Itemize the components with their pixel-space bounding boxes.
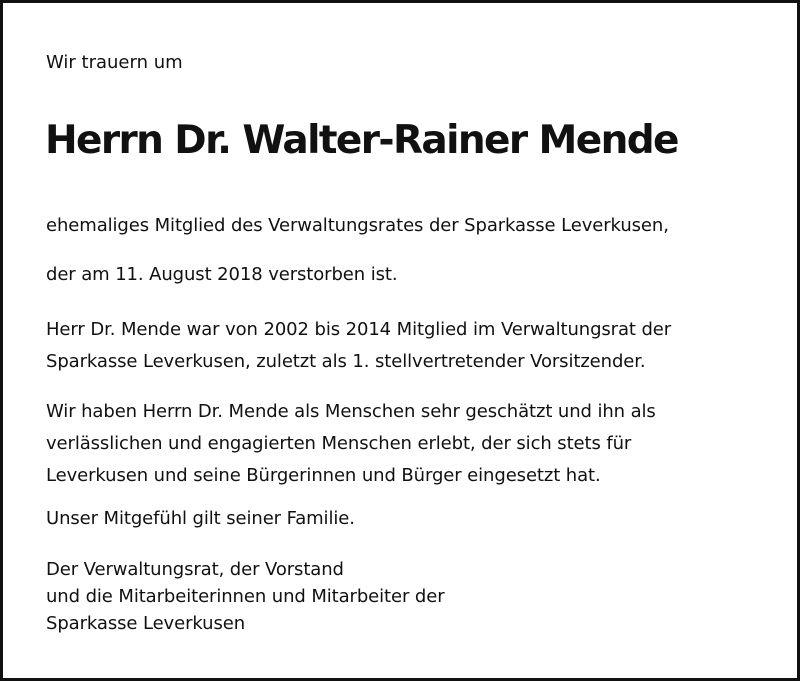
- esteem-paragraph: [46, 396, 656, 492]
- signer-line-1: Der Verwaltungsrat, der Vorstand: [46, 559, 344, 580]
- term-line-2: Sparkasse Leverkusen, zuletzt als 1. stellvertretender Vorsitzender.: [46, 351, 646, 372]
- death-line: der am 11. August 2018 verstorben ist.: [46, 264, 398, 285]
- signers-block: [46, 556, 445, 637]
- intro-text: Wir trauern um: [46, 52, 183, 73]
- sympathy-text: [46, 503, 355, 535]
- signer-line-3: Sparkasse Leverkusen: [46, 613, 246, 634]
- esteem-line-2: verlässlichen und engagierten Menschen erlebt, der sich stets für: [46, 433, 632, 454]
- esteem-line-1: Wir haben Herrn Dr. Mende als Menschen sehr geschätzt und ihn als: [46, 401, 656, 422]
- term-paragraph: [46, 314, 671, 378]
- esteem-line-3: Leverkusen und seine Bürgerinnen und Bürger eingesetzt hat.: [46, 465, 601, 486]
- death-text: [46, 259, 397, 291]
- deceased-name: Herrn Dr. Walter-Rainer Mende: [45, 118, 678, 163]
- role-text: [46, 210, 669, 242]
- role-line: ehemaliges Mitglied des Verwaltungsrates der Sparkasse Leverkusen,: [46, 215, 669, 236]
- sympathy-line: Unser Mitgefühl gilt seiner Familie.: [46, 508, 355, 529]
- term-line-1: Herr Dr. Mende war von 2002 bis 2014 Mitglied im Verwaltungsrat der: [46, 319, 672, 340]
- signer-line-2: und die Mitarbeiterinnen und Mitarbeiter der: [46, 586, 445, 607]
